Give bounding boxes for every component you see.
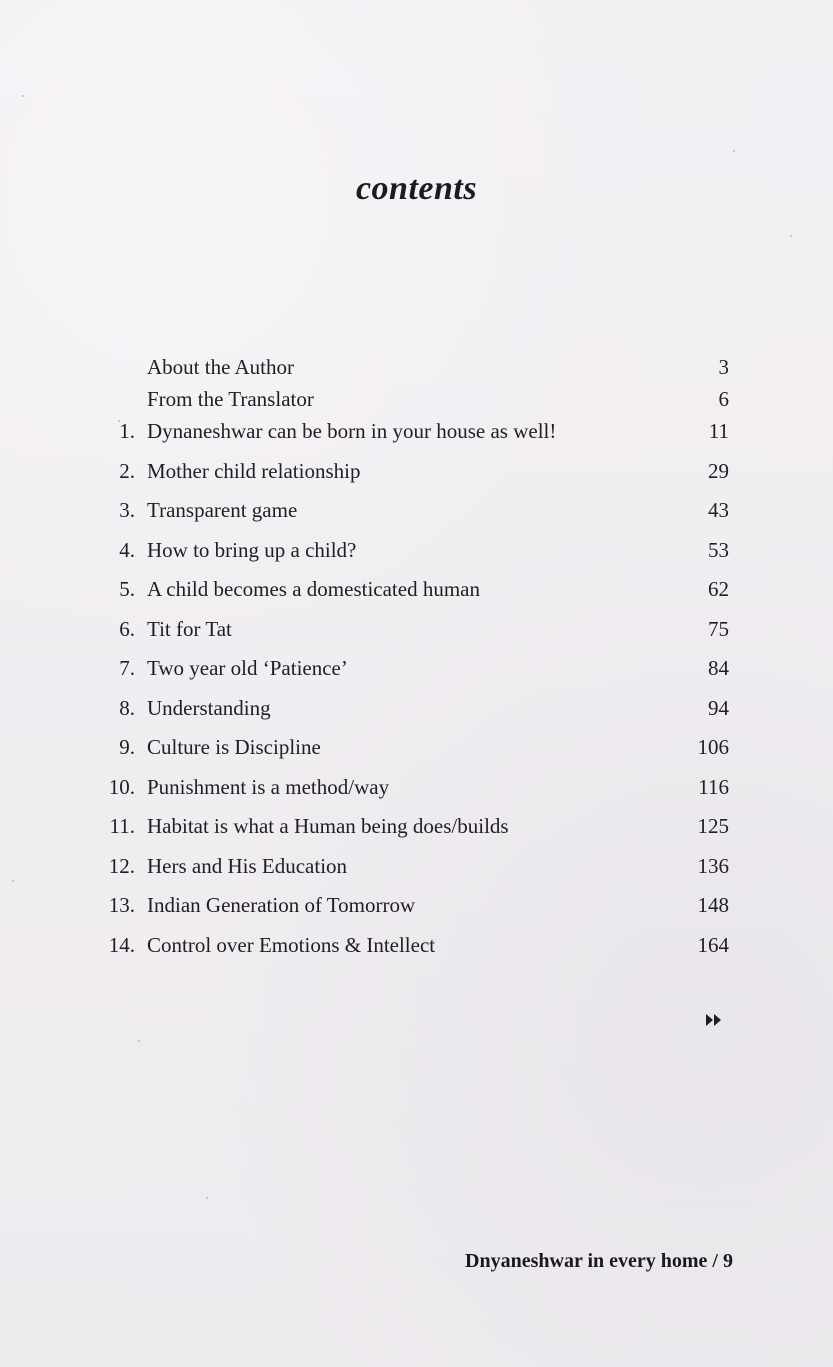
toc-chapter-title: Habitat is what a Human being does/builds [147,814,509,838]
toc-chapter-row [95,890,735,930]
toc-chapter-title: Transparent game [147,498,298,522]
paper-speck [12,880,14,882]
paper-speck [790,235,792,237]
toc-chapter-number: 14. [108,932,135,957]
toc-chapter-number: 9. [119,735,135,759]
toc-chapter-title: A child becomes a domesticated human [147,577,480,601]
toc-chapter-number: 4. [119,537,135,562]
toc-chapter-title: Indian Generation of Tomorrow [147,893,416,917]
double-chevron-right-icon [705,1012,723,1028]
toc-page-number: 62 [708,577,729,601]
toc-chapter-row [95,456,735,496]
toc-chapter-row [95,930,735,970]
paper-speck [22,95,24,97]
toc-chapter-row [95,535,735,575]
paper-speck [733,150,735,152]
toc-page-number: 6 [718,387,729,411]
toc-page-number: 148 [697,893,729,917]
toc-chapter-title: Dynaneshwar can be born in your house as well! [147,419,557,443]
table-of-contents [95,352,735,969]
toc-chapter-title: Culture is Discipline [147,735,321,759]
toc-item-label: About the Author [147,355,294,379]
toc-item-label: From the Translator [147,387,314,411]
toc-chapter-row [95,495,735,535]
toc-front-row-translator [95,384,735,416]
toc-chapter-title: Hers and His Education [147,853,348,878]
toc-chapter-row [95,811,735,851]
toc-page-number: 116 [698,774,729,799]
toc-chapter-title: Tit for Tat [147,616,232,641]
toc-chapter-number: 5. [119,577,135,601]
paper-speck [118,420,120,422]
paper-speck [138,1040,140,1042]
toc-front-row-about-author [95,352,735,384]
toc-chapter-row [95,772,735,812]
toc-chapter-number: 12. [108,853,135,878]
toc-chapter-title: Mother child relationship [147,458,361,483]
toc-page-number: 3 [718,355,729,379]
toc-chapter-number: 7. [119,656,135,680]
toc-chapter-row [95,653,735,693]
toc-page-number: 106 [697,735,729,759]
toc-page-number: 125 [697,814,729,838]
toc-chapter-row [95,416,735,456]
toc-chapter-title: Understanding [147,695,271,720]
toc-chapter-number: 10. [108,774,135,799]
toc-page-number: 75 [708,616,729,641]
toc-chapter-number: 8. [119,695,135,720]
page-footer: Dnyaneshwar in every home / 9 [465,1250,733,1272]
toc-chapter-row [95,851,735,891]
toc-chapter-number: 3. [119,498,135,522]
toc-page-number: 43 [708,498,729,522]
toc-page-number: 94 [708,695,729,720]
toc-chapter-title: Two year old ‘Patience’ [147,656,348,680]
toc-page-number: 164 [697,932,729,957]
toc-chapter-title: Control over Emotions & Intellect [147,932,436,957]
toc-page-number: 29 [708,458,729,483]
toc-page-number: 136 [697,853,729,878]
toc-page-number: 84 [708,656,729,680]
toc-chapter-number: 6. [119,616,135,641]
paper-speck [206,1197,208,1199]
toc-chapter-title: Punishment is a method/way [147,774,390,799]
toc-page-number: 53 [708,537,729,562]
toc-chapter-number: 11. [109,814,135,838]
toc-chapter-number: 2. [119,458,135,483]
page-title: contents [355,170,478,207]
toc-chapter-row [95,732,735,772]
toc-chapter-number: 1. [119,419,135,443]
toc-chapter-row [95,574,735,614]
toc-chapter-number: 13. [108,893,135,917]
toc-chapter-row [95,693,735,733]
toc-page-number: 11 [708,419,729,443]
toc-chapter-title: How to bring up a child? [147,537,357,562]
toc-chapter-row [95,614,735,654]
